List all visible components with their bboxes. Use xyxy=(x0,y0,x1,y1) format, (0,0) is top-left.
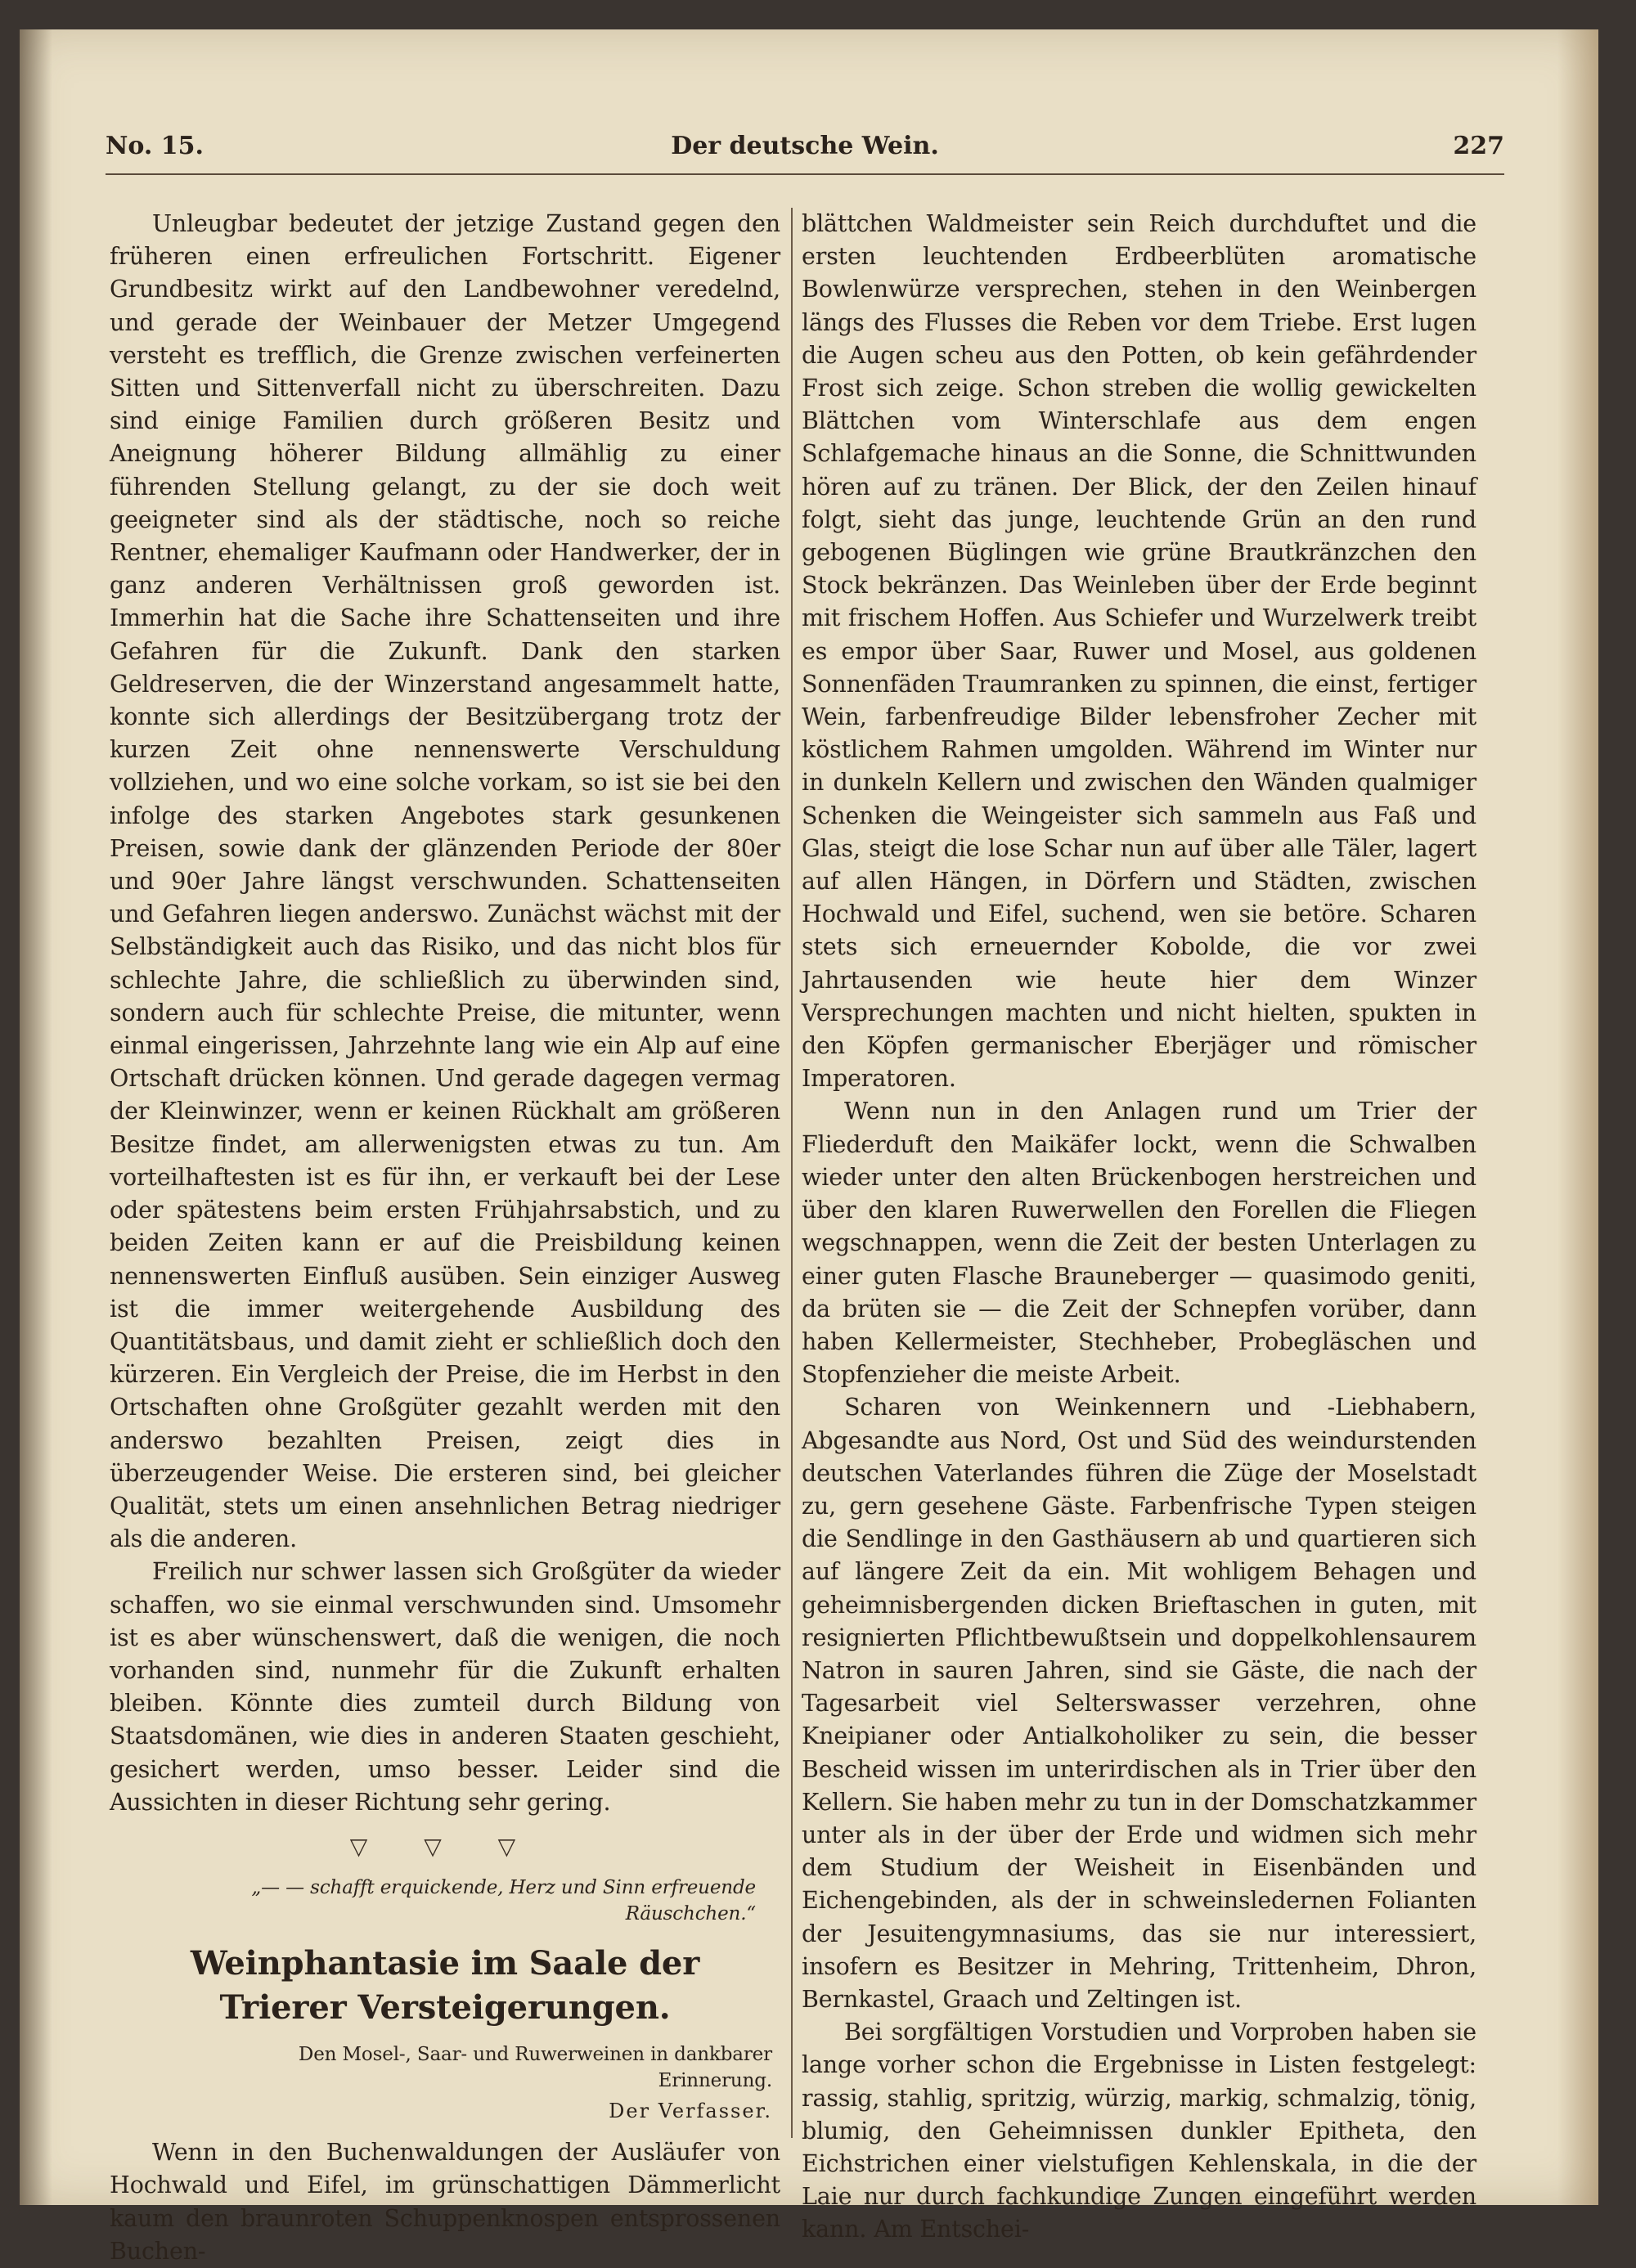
section-ornament: ▽ ▽ ▽ xyxy=(349,1832,541,1860)
page-header xyxy=(106,132,1504,173)
right-paragraph-1: blättchen Waldmeister sein Reich durchduftet und die ersten leuchtenden Erdbeerblüten aromatische Bowlenwürze versprechen, stehen in den Weinbergen längs des Flusses die Reben vor dem Triebe. Erst lugen die Augen scheu aus den Potten, ob kein gefährdender Frost sich zeige. Schon streben die wollig gewickelten Blättchen vom Winterschlafe aus dem engen Schlafgemache hinaus an die Sonne, die Schnittwunden hören auf zu tränen. Der Blick, der den Zeilen hinauf folgt, sieht das junge, leuchtende Grün an den rund gebogenen Büglingen wie grüne Brautkränzchen den Stock bekränzen. Das Weinleben über der Erde beginnt mit frischem Hoffen. Aus Schiefer und Wurzelwerk treibt es empor über Saar, Ruwer und Mosel, aus goldenen Sonnenfäden Traumranken zu spinnen, die einst, fertiger Wein, farbenfreudige Bilder lebensfroher Zecher mit köstlichem Rahmen umgolden. Während im Winter nur in dunkeln Kellern und zwischen den Wänden qualmiger Schenken die Weingeister sich sammeln aus Faß und Glas, steigt die lose Schar nun auf über alle Täler, lagert auf allen Hängen, in Dörfern und Städten, zwischen Hochwald und Eifel, suchend, wen sie betöre. Scharen stets sich erneuernder Kobolde, die vor zwei Jahrtausenden wie heute hier dem Winzer Versprechungen machten und nicht hielten, spukten in den Köpfen germanischer Eberjäger und römischer Imperatoren. xyxy=(802,210,1476,1093)
right-paragraph-3: Scharen von Weinkennern und -Liebhabern, Abgesandte aus Nord, Ost und Süd des weindurstenden deutschen Vaterlandes führen die Züge der Moselstadt zu, gern gesehene Gäste. Farbenfrische Typen steigen die Sendlinge in den Gasthäusern ab und quartieren sich auf längere Zeit da ein. Mit wohligem Behagen und geheimnisbergenden dicken Brieftaschen in guten, mit resignierten Pflichtbewußtsein und doppelkohlensaurem Natron in sauren Jahren, sind sie Gäste, die nach der Tagesarbeit viel Selterswasser verzehren, ohne Kneipianer oder Antialkoholiker zu sein, die besser Bescheid wissen im unterirdischen als in Trier über den Kellern. Sie haben mehr zu tun in der Domschatzkammer unter als in der über der Erde und widmen sich mehr dem Studium der Weisheit in Eisenbänden und Eichengebinden, als der in schweinsledernen Folianten der Jesuitengymnasiums, das sie nur interessiert, insofern es Besitzer in Mehring, Trittenheim, Dhron, Bernkastel, Graach und Zeltingen ist. xyxy=(802,1394,1476,2013)
right-paragraph-4: Bei sorgfältigen Vorstudien und Vorproben haben sie lange vorher schon die Ergebnisse in Listen festgelegt: rassig, stahlig, spritzig, würzig, markig, schmalzig, tönig, blumig, den Geheimnissen dunkler Epitheta, den Eichstrichen einer vielstufigen Kehlenskala, in die der Laie nur durch fachkundige Zungen eingeführt werden kann. Am Entschei- xyxy=(802,2019,1476,2243)
column-rule xyxy=(791,208,793,2138)
dedication: Den Mosel-, Saar- und Ruwerweinen in dankbarer Erinnerung. xyxy=(298,2044,772,2092)
motto-quote: „— — schafft erquickende, Herz und Sinn erfreuende Räuschchen.“ xyxy=(251,1877,756,1925)
article-title: Weinphantasie im Saale der Trierer Versteigerungen. xyxy=(190,1944,700,2028)
left-paragraph-2: Freilich nur schwer lassen sich Großgüter da wieder schaffen, wo sie einmal verschwunden sind. Umsomehr ist es aber wünschenswert, daß die wenigen, die noch vorhanden sind, nunmehr für die Zukunft erhalten bleiben. Könnte dies zumteil durch Bildung von Staatsdomänen, wie dies in anderen Staaten geschieht, gesichert werden, umso besser. Leider sind die Aussichten in dieser Richtung sehr gering. xyxy=(110,1558,780,1816)
newspaper-page xyxy=(20,29,1598,2265)
binding-shadow xyxy=(20,29,52,2205)
header-rule xyxy=(106,173,1504,175)
right-column xyxy=(802,208,1476,2247)
right-paragraph-2: Wenn nun in den Anlagen rund um Trier der Fliederduft den Maikäfer lockt, wenn die Schwalben wieder unter den alten Brückenbogen herstreichen und über den klaren Ruwerwellen den Forellen die Fliegen wegschnappen, wenn die Zeit der besten Unterlagen zu einer guten Flasche Brauneberger — quasimodo geniti, da brüten sie — die Zeit der Schnepfen vorüber, dann haben Kellermeister, Stechheber, Probegläschen und Stopfenzieher die meiste Arbeit. xyxy=(802,1098,1476,1389)
page-number: 227 xyxy=(1453,132,1504,160)
journal-title: Der deutsche Wein. xyxy=(671,132,939,160)
page-edge xyxy=(1557,29,1598,2205)
issue-number: No. 15. xyxy=(106,132,204,160)
left-paragraph-1: Unleugbar bedeutet der jetzige Zustand gegen den früheren einen erfreulichen Fortschritt. Eigener Grundbesitz wirkt auf den Landbewohner veredelnd, und gerade der Weinbauer der Metzer Umgegend versteht es trefflich, die Grenze zwischen verfeinerten Sitten und Sittenverfall nicht zu überschreiten. Dazu sind einige Familien durch größeren Besitz und Aneignung höherer Bildung allmählig zu einer führenden Stellung gelangt, zu der sie doch weit geeigneter sind als der städtische, noch so reiche Rentner, ehemaliger Kaufmann oder Handwerker, der in ganz anderen Verhältnissen groß geworden ist. Immerhin hat die Sache ihre Schattenseiten und ihre Gefahren für die Zukunft. Dank den starken Geldreserven, die der Winzerstand angesammelt hatte, konnte sich allerdings der Besitzübergang trotz der kurzen Zeit ohne nennenswerte Verschuldung vollziehen, und wo eine solche vorkam, so ist sie bei den infolge des starken Angebotes stark gesunkenen Preisen, sowie dank der glänzenden Periode der 80er und 90er Jahre längst verschwunden. Schattenseiten und Gefahren liegen anderswo. Zunächst wächst mit der Selbständigkeit auch das Risiko, und das nicht blos für schlechte Jahre, die schließlich zu überwinden sind, sondern auch für schlechte Preise, die mitunter, wenn einmal eingerissen, Jahrzehnte lang wie ein Alp auf eine Ortschaft drücken können. Und gerade dagegen vermag der Kleinwinzer, wenn er keinen Rückhalt am größeren Besitze findet, am allerwenigsten etwas zu tun. Am vorteilhaftesten ist es für ihn, er verkauft bei der Lese oder spätestens beim ersten Frühjahrsabstich, und zu beiden Zeiten kann er auf die Preisbildung keinen nennenswerten Einfluß ausüben. Sein einziger Ausweg ist die immer weitergehende Ausbildung des Quantitätsbaus, und damit zieht er schließlich doch den kürzeren. Ein Vergleich der Preise, die im Herbst in den Ortschaften ohne Großgüter gezahlt werden mit den anderswo bezahlten Preisen, zeigt dies in überzeugender Weise. Die ersteren sind, bei gleicher Qualität, stets um einen ansehnlichen Betrag niedriger als die anderen. xyxy=(110,210,780,1553)
author-signature: Der Verfasser. xyxy=(609,2100,772,2123)
left-column xyxy=(110,208,780,2268)
left-paragraph-3: Wenn in den Buchenwaldungen der Ausläufer von Hochwald und Eifel, im grünschattigen Dämmerlicht kaum den braunroten Schuppenknospen entsprossenen Buchen- xyxy=(110,2139,780,2265)
